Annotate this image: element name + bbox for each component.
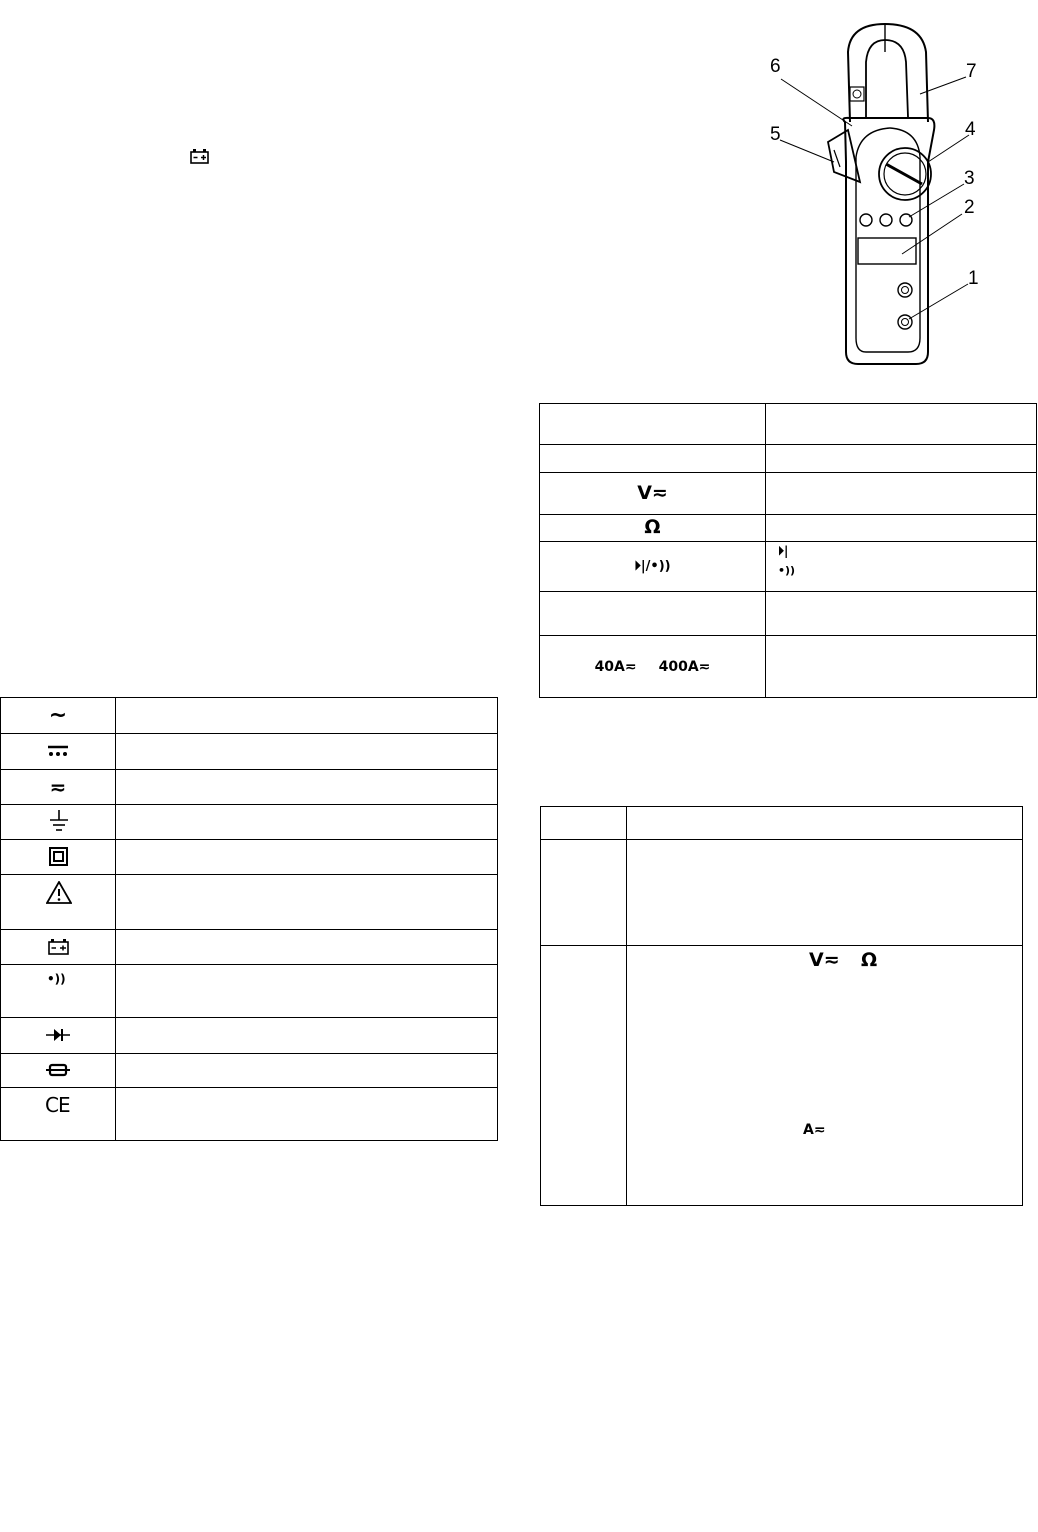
warning-icon	[46, 881, 72, 904]
callout-2: 2	[964, 197, 975, 218]
ohm-symbol: Ω	[644, 516, 661, 538]
battery-icon	[48, 938, 70, 955]
diode-icon	[45, 1028, 71, 1042]
function-table	[539, 403, 1037, 698]
ground-icon	[49, 1510, 69, 1532]
current-40a-symbol: 40A≂	[594, 659, 637, 675]
diode-icon: ⏵|	[778, 544, 789, 558]
callout-7: 7	[966, 61, 977, 82]
dc-icon	[47, 744, 69, 758]
ground-icon-drawing	[49, 809, 69, 833]
ac-tilde-icon: ~	[48, 702, 68, 728]
diode-continuity-symbol: ⏵|/•))	[634, 558, 671, 574]
callout-1: 1	[968, 268, 979, 289]
current-ac-dc-symbol: A≂	[803, 1122, 826, 1138]
voltage-ac-dc-symbol: V≂	[637, 481, 668, 504]
double-insulation-icon	[49, 847, 68, 866]
symbols-table	[0, 697, 498, 1141]
callout-3: 3	[964, 168, 975, 189]
current-range-cell	[540, 635, 765, 699]
fuse-icon	[46, 1063, 70, 1077]
clamp-meter-illustration	[770, 22, 1000, 367]
ce-mark-icon: CE	[45, 1093, 70, 1117]
callout-4: 4	[965, 119, 976, 140]
ohm-symbol: Ω	[861, 949, 878, 971]
continuity-buzzer-icon: •))	[778, 564, 796, 577]
callout-5: 5	[770, 124, 781, 145]
battery-icon	[190, 148, 210, 164]
callout-6: 6	[770, 56, 781, 77]
voltage-ac-dc-symbol: V≂	[809, 949, 840, 971]
continuity-buzzer-icon: •))	[47, 972, 66, 986]
current-400a-symbol: 400A≂	[658, 659, 711, 675]
measurement-table	[540, 806, 1023, 1206]
ac-dc-icon: ≂	[49, 774, 67, 799]
